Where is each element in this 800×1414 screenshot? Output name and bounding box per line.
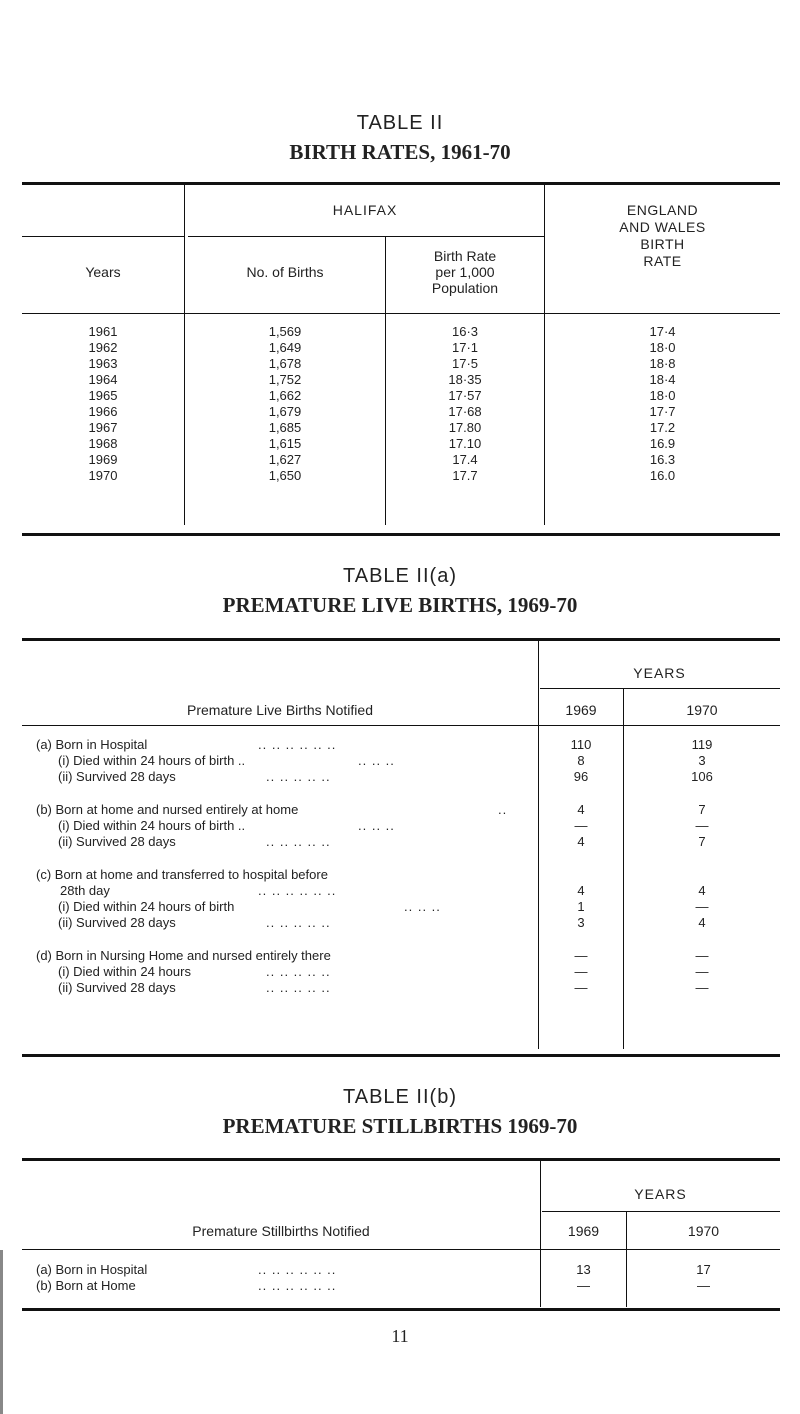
births-cell: 1,752	[268, 372, 302, 387]
birth-rate-header	[386, 248, 544, 296]
england-header-line: AND WALES	[619, 219, 706, 235]
header-rule	[188, 236, 544, 237]
page-edge-shadow	[0, 1250, 3, 1414]
value-1969: 1	[577, 899, 585, 914]
ew-rate-cell: 18·0	[649, 340, 676, 355]
table-bottom-rule	[22, 1054, 780, 1057]
year-cell: 1961	[88, 324, 118, 339]
births-cell: 1,649	[268, 340, 302, 355]
births-cell: 1,678	[268, 356, 302, 371]
ew-rate-cell: 18·0	[649, 388, 676, 403]
years-header: YEARS	[634, 1186, 687, 1202]
value-1969: 3	[577, 915, 585, 930]
england-header-line: ENGLAND	[626, 202, 699, 218]
year-cell: 1964	[88, 372, 118, 387]
births-cell: 1,627	[268, 452, 302, 467]
value-1969: —	[574, 818, 588, 833]
birth-rate-header-line: Population	[431, 280, 499, 296]
births-header: No. of Births	[246, 264, 324, 280]
birth-rate-header-line: Birth Rate	[433, 248, 497, 264]
births-cell: 1,569	[268, 324, 302, 339]
value-1970: —	[695, 964, 709, 979]
years-header: Years	[85, 264, 121, 280]
header-rule	[22, 236, 185, 237]
rate-cell: 17·57	[448, 388, 482, 403]
births-cell: 1,679	[268, 404, 302, 419]
halifax-header: HALIFAX	[332, 202, 398, 218]
ew-rate-cell: 18·4	[649, 372, 676, 387]
england-wales-header	[545, 202, 780, 270]
row-label: (i) Died within 24 hours of birth ..	[58, 818, 246, 833]
year-1969-header: 1969	[567, 1223, 600, 1239]
births-column	[185, 324, 385, 484]
leader-dots: .. .. .. .. ..	[266, 915, 331, 930]
value-1969: 110	[570, 737, 592, 752]
ew-rate-cell: 16.3	[649, 452, 676, 467]
year-cell: 1962	[88, 340, 118, 355]
births-cell: 1,685	[268, 420, 302, 435]
table-iia-title: TABLE II(a)	[343, 565, 457, 587]
value-1970: —	[697, 1278, 710, 1293]
rate-cell: 17·1	[451, 340, 479, 355]
premature-stillbirths-header: Premature Stillbirths Notified	[192, 1223, 370, 1239]
row-label: (ii) Survived 28 days	[58, 834, 176, 849]
births-cell: 1,650	[268, 468, 302, 483]
row-label: (i) Died within 24 hours of birth ..	[58, 753, 246, 768]
row-label: (b) Born at Home	[36, 1278, 136, 1293]
premature-live-births-header: Premature Live Births Notified	[187, 702, 373, 718]
ew-rate-cell: 17·7	[649, 404, 676, 419]
row-label: (a) Born in Hospital	[36, 1262, 148, 1277]
header-bottom-rule	[22, 313, 780, 314]
birth-rate-header-line: per 1,000	[435, 264, 495, 280]
leader-dots: ..	[498, 802, 508, 817]
ew-rate-cell: 16.9	[649, 436, 676, 451]
table-top-rule	[22, 182, 780, 185]
value-1970: 7	[698, 802, 706, 817]
value-1969: —	[574, 980, 588, 995]
table-top-rule	[22, 1158, 780, 1161]
row-label: (ii) Survived 28 days	[58, 769, 176, 784]
year-1970-header: 1970	[686, 702, 718, 718]
value-1970: 4	[698, 915, 706, 930]
row-label: (ii) Survived 28 days	[58, 915, 176, 930]
table-iib-subtitle: PREMATURE STILLBIRTHS 1969-70	[222, 1114, 578, 1138]
ew-rate-cell: 16.0	[649, 468, 676, 483]
leader-dots: .. .. .. .. .. ..	[258, 883, 337, 898]
value-1970: —	[695, 980, 709, 995]
years-rule	[540, 688, 780, 689]
value-1969: —	[574, 948, 588, 963]
row-label: (d) Born in Nursing Home and nursed entirely there	[36, 948, 331, 963]
ew-rate-cell: 17.2	[649, 420, 676, 435]
page-number: 11	[391, 1326, 409, 1346]
rate-cell: 16·3	[451, 324, 479, 339]
england-header-line: RATE	[643, 253, 682, 269]
value-1969: 8	[577, 753, 585, 768]
table-bottom-rule	[22, 1308, 780, 1311]
leader-dots: .. .. .. .. ..	[266, 834, 331, 849]
value-1969: 13	[576, 1262, 591, 1277]
value-1969: 96	[573, 769, 589, 784]
leader-dots: .. .. ..	[358, 753, 395, 768]
year-1969-header: 1969	[565, 702, 597, 718]
leader-dots: .. .. ..	[358, 818, 395, 833]
rate-cell: 18·35	[448, 372, 482, 387]
ew-rate-column	[545, 324, 780, 484]
leader-dots: .. .. .. .. ..	[266, 980, 331, 995]
row-label: (b) Born at home and nursed entirely at home	[36, 802, 299, 817]
year-cell: 1965	[88, 388, 118, 403]
year-cell: 1966	[88, 404, 118, 419]
row-label: (i) Died within 24 hours	[58, 964, 191, 979]
row-label: 28th day	[60, 883, 110, 898]
header-bottom-rule	[22, 725, 780, 726]
year-column	[22, 324, 184, 484]
rate-cell: 17.7	[452, 468, 478, 483]
births-cell: 1,662	[268, 388, 302, 403]
years-rule	[542, 1211, 780, 1212]
ew-rate-cell: 18·8	[649, 356, 676, 371]
value-1970: 106	[691, 769, 713, 784]
table-iia-subtitle: PREMATURE LIVE BIRTHS, 1969-70	[222, 593, 578, 617]
leader-dots: .. .. .. .. .. ..	[258, 737, 337, 752]
table-ii-subtitle: BIRTH RATES, 1961-70	[289, 140, 511, 164]
value-1969: —	[577, 1278, 590, 1293]
value-1970: 17	[696, 1262, 711, 1277]
value-1970: 4	[698, 883, 706, 898]
leader-dots: .. .. ..	[404, 899, 441, 914]
rate-cell: 17·5	[451, 356, 479, 371]
value-1970: —	[695, 818, 709, 833]
value-1970: —	[695, 899, 709, 914]
rate-cell: 17.4	[452, 452, 478, 467]
births-cell: 1,615	[268, 436, 302, 451]
row-label: (a) Born in Hospital	[36, 737, 148, 752]
years-header: YEARS	[633, 665, 686, 681]
value-1970: —	[695, 948, 709, 963]
leader-dots: .. .. .. .. ..	[266, 769, 331, 784]
table-bottom-rule	[22, 533, 780, 536]
year-cell: 1969	[88, 452, 118, 467]
table-ii-title: TABLE II	[356, 112, 444, 134]
value-1970: 7	[698, 834, 706, 849]
year-cell: 1970	[88, 468, 118, 483]
leader-dots: .. .. .. .. .. ..	[258, 1278, 337, 1293]
rate-cell: 17.10	[448, 436, 482, 451]
value-1969: —	[574, 964, 588, 979]
table-top-rule	[22, 638, 780, 641]
rate-column	[386, 324, 544, 484]
header-bottom-rule	[22, 1249, 780, 1250]
row-label: (ii) Survived 28 days	[58, 980, 176, 995]
year-cell: 1963	[88, 356, 118, 371]
table-iib-title: TABLE II(b)	[343, 1086, 457, 1108]
year-1970-header: 1970	[687, 1223, 720, 1239]
ew-rate-cell: 17·4	[649, 324, 676, 339]
row-label: (i) Died within 24 hours of birth	[58, 899, 235, 914]
value-1969: 4	[577, 834, 585, 849]
value-1969: 4	[577, 802, 585, 817]
rate-cell: 17·68	[448, 404, 482, 419]
year-cell: 1967	[88, 420, 118, 435]
value-1970: 119	[691, 737, 713, 752]
leader-dots: .. .. .. .. ..	[266, 964, 331, 979]
england-header-line: BIRTH	[640, 236, 685, 252]
row-label: (c) Born at home and transferred to hospital before	[36, 867, 328, 882]
year-cell: 1968	[88, 436, 118, 451]
leader-dots: .. .. .. .. .. ..	[258, 1262, 337, 1277]
value-1970: 3	[698, 753, 706, 768]
rate-cell: 17.80	[448, 420, 482, 435]
value-1969: 4	[577, 883, 585, 898]
